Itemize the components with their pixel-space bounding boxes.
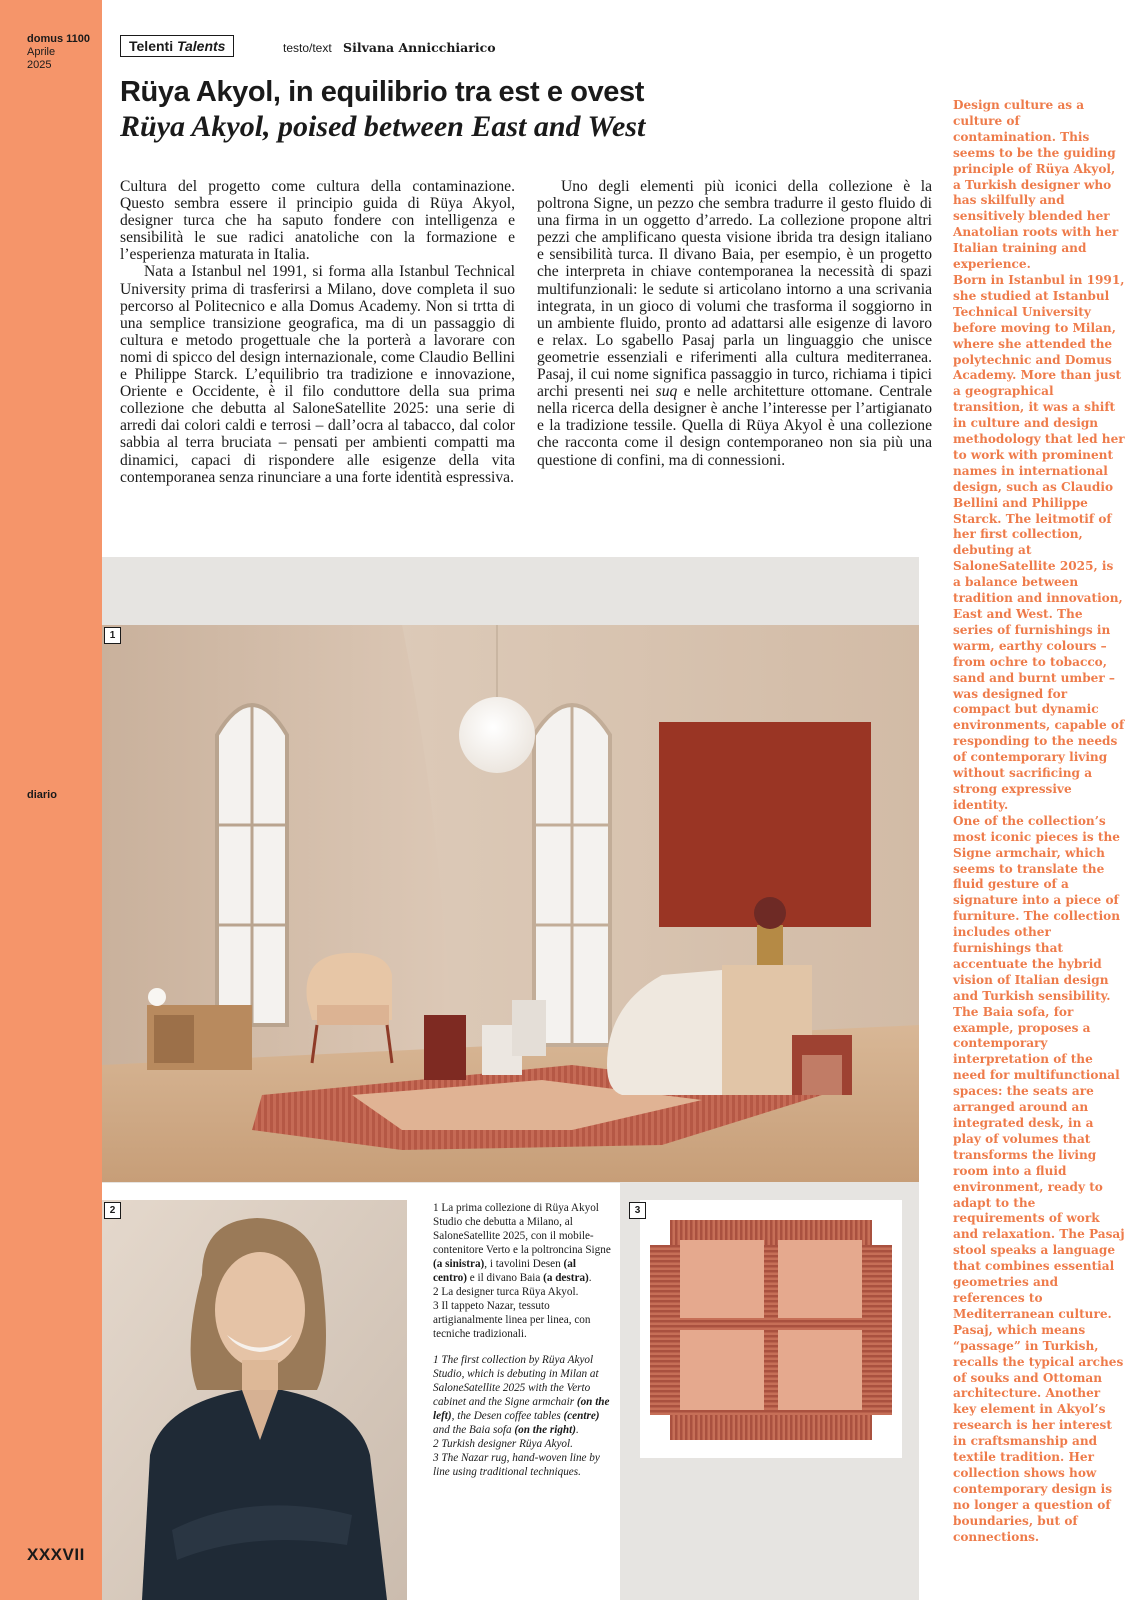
body-italic-word: suq — [655, 383, 678, 401]
body-column-2 — [537, 178, 932, 469]
author-name: Silvana Annicchiarico — [343, 40, 496, 55]
caption-bold: (on the right) — [514, 1424, 576, 1436]
issue-year: 2025 — [27, 59, 52, 71]
caption-bold: (a destra) — [543, 1272, 589, 1284]
figure-number-3: 3 — [629, 1202, 646, 1219]
body-paragraph — [537, 178, 932, 469]
caption-text: e il divano Baia — [466, 1272, 544, 1284]
english-paragraph: Design culture as a culture of contamination. This seems to be the guiding principle of Rüya Akyol, a Turkish designer who has skilfully and sensitively blended her Anatolian roots with her Italian training and experience. — [953, 98, 1119, 272]
caption-text: 1 The first collection by Rüya Akyol Studio, which is debuting in Milan at SaloneSatellite 2025 with the Verto cabinet and the Signe armchair — [433, 1354, 599, 1408]
page-folio: XXXVII — [27, 1545, 85, 1564]
caption-it-1 — [433, 1201, 611, 1285]
issue-month: Aprile — [27, 46, 56, 58]
body-column-1 — [120, 178, 515, 486]
figure-number-1: 1 — [104, 627, 121, 644]
caption-text: , i tavolini Desen — [484, 1258, 564, 1270]
caption-text: . — [588, 1272, 592, 1284]
caption-bold: (on the left) — [433, 1396, 610, 1422]
caption-en-3: 3 The Nazar rug, hand-woven line by line using traditional techniques. — [433, 1452, 600, 1478]
byline — [283, 40, 496, 55]
caption-bold: (a sinistra) — [433, 1258, 485, 1270]
issue-info — [27, 33, 90, 72]
photo-captions — [433, 1201, 611, 1479]
caption-it-2: 2 La designer turca Rüya Akyol. — [433, 1286, 579, 1298]
english-translation-column — [953, 98, 1125, 1545]
caption-text: . — [575, 1424, 579, 1436]
caption-en-1 — [433, 1353, 611, 1437]
rubric-it: Telenti — [129, 38, 174, 54]
caption-bold: (centre) — [563, 1410, 600, 1422]
rug-photo — [640, 1200, 902, 1458]
english-paragraph: One of the collection’s most iconic pieces is the Signe armchair, which seems to translate the fluid gesture of a signature into a piece of furniture. The collection includes other furnishings that accentuate the hybrid vision of Italian design and Turkish sensibility. The Baia sofa, for example, proposes a contemporary interpretation of the need for multifunctional spaces: the seats are arranged around an integrated desk, in a play of volumes that transforms the living room into a fluid environment, ready to adapt to the requirements of work and relaxation. The Pasaj stool speaks a language that combines essential geometries and references to Mediterranean culture. Pasaj, which means “passage” in Turkish, recalls the typical arches of souks and Ottoman architecture. Another key element in Akyol’s research is her interest in craftsmanship and textile tradition. Her collection shows how contemporary design is no longer a question of boundaries, but of connections. — [953, 813, 1125, 1544]
section-label: diario — [27, 789, 57, 801]
body-paragraph: Nata a Istanbul nel 1991, si forma alla Istanbul Technical University prima di trasferirsi a Milano, dove completa il suo percorso al Politecnico e alla Domus Academy. Non si trtta di una semplice transizione geografica, ma di un passaggio di cultura e metodo progettuale che la porterà a lavorare con nomi di spicco del design internazionale, come Claudio Bellini e Philippe Starck. L’equilibrio tra tradizione e innovazione, Oriente e Occidente, è il filo conduttore della sua prima collezione che debutta al SaloneSatellite 2025: una serie di arredi dai colori caldi e terrosi – dall’ocra al tabacco, dal color sabbia al terra bruciata – pensati per ambienti compatti ma dinamici, capaci di rispondere alle esigenze della vita contemporanea senza rinunciare a una forte identità espressiva. — [120, 263, 515, 486]
interior-photo — [102, 625, 919, 1182]
caption-it-3: 3 Il tappeto Nazar, tessuto artigianalmente linea per linea, con tecniche tradizionali. — [433, 1300, 591, 1340]
issue-number: domus 1100 — [27, 33, 90, 45]
headline-italian: Rüya Akyol, in equilibrio tra est e ovest — [120, 76, 645, 108]
caption-text: , the Desen coffee tables — [451, 1410, 564, 1422]
body-paragraph: Cultura del progetto come cultura della contaminazione. Questo sembra essere il principio guida di Rüya Akyol, designer turca che ha saputo fondere con intelligenza e sensibilità le sue radici anatoliche con la formazione e l’esperienza maturata in Italia. — [120, 178, 515, 264]
caption-en-2: 2 Turkish designer Rüya Akyol. — [433, 1438, 573, 1450]
headline-english: Rüya Akyol, poised between East and West — [120, 110, 646, 143]
designer-portrait-photo — [102, 1200, 407, 1600]
english-paragraph: Born in Istanbul in 1991, she studied at Istanbul Technical University before moving to Milan, where she attended the polytechnic and Domus Academy. More than just a geographical transition, it was a shift in culture and design methodology that led her to work with prominent names in international design, such as Claudio Bellini and Philippe Starck. The leitmotif of her first collection, debuting at SaloneSatellite 2025, is a balance between tradition and innovation, East and West. The series of furnishings in warm, earthy colours – from ochre to tobacco, sand and burnt umber – was designed for compact but dynamic environments, capable of responding to the needs of contemporary living without sacrificing a strong expressive identity. — [953, 272, 1125, 812]
figure-number-2: 2 — [104, 1202, 121, 1219]
rubric-box — [120, 35, 234, 57]
caption-text: and the Baia sofa — [433, 1424, 515, 1436]
caption-bold: (al centro) — [433, 1258, 576, 1284]
body-text: e nelle architetture ottomane. Centrale nella ricerca della designer è anche l’interesse per l’artigianato e la tradizione tessile. Quella di Rüya Akyol è una collezione che racconta come il design contemporaneo non sia più una questione di confini, ma di connessioni. — [537, 383, 932, 469]
rubric-en: Talents — [176, 38, 226, 54]
byline-label: testo/text — [283, 41, 332, 55]
caption-text: 1 La prima collezione di Rüya Akyol Studio che debutta a Milano, al SaloneSatellite 2025, con il mobile-contenitore Verto e la poltroncina Signe — [433, 1202, 611, 1256]
body-text: Uno degli elementi più iconici della collezione è la poltrona Signe, un pezzo che sembra tradurre il gesto fluido di una firma in un oggetto d’arredo. La collezione propone altri pezzi che amplificano questa visione ibrida tra design italiano e sensibilità turca. Il divano Baia, per esempio, è un progetto che interpreta in chiave contemporanea la necessità di spazi multifunzionali: le sedute si articolano intorno a una scrivania integrata, in un gioco di volumi che trasforma il soggiorno in un ambiente fluido, pronto ad adattarsi alle esigenze di lavoro e relax. Lo sgabello Pasaj parla un linguaggio che unisce geometrie essenziali e riferimenti alla cultura mediterranea. Pasaj, il cui nome significa passaggio in turco, richiama i tipici archi presenti nei — [537, 178, 932, 401]
